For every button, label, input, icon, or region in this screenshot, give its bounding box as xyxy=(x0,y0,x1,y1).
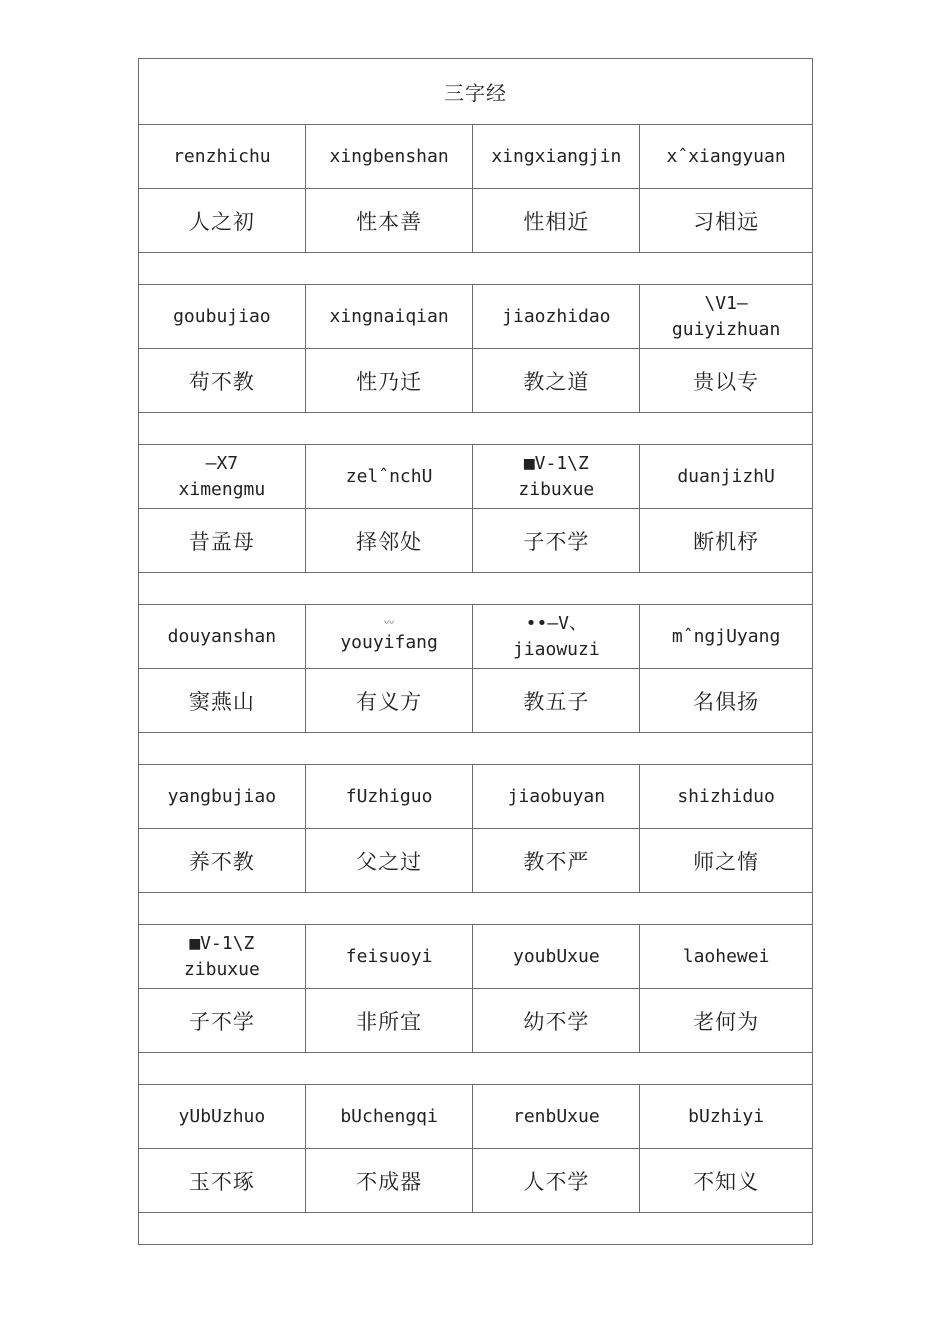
hanzi-cell: 人不学 xyxy=(473,1149,640,1213)
spacer-row xyxy=(139,1213,813,1245)
pinyin-text: zibuxue xyxy=(518,478,595,500)
pinyin-text: youbUxue xyxy=(512,945,600,967)
spacer-cell xyxy=(139,1213,813,1245)
hanzi-cell: 教之道 xyxy=(473,349,640,413)
pinyin-tone-mark: \V1— xyxy=(704,292,748,314)
pinyin-cell xyxy=(305,605,473,669)
pinyin-cell xyxy=(473,445,640,509)
pinyin-cell xyxy=(305,765,473,829)
spacer-cell xyxy=(139,733,813,765)
pinyin-cell xyxy=(139,605,306,669)
pinyin-cell xyxy=(305,1085,473,1149)
pinyin-text: laohewei xyxy=(682,945,770,967)
spacer-row xyxy=(139,1053,813,1085)
hanzi-row xyxy=(139,509,813,573)
spacer-row xyxy=(139,733,813,765)
hanzi-row xyxy=(139,189,813,253)
pinyin-cell xyxy=(640,765,813,829)
hanzi-cell: 贵以专 xyxy=(640,349,813,413)
pinyin-row xyxy=(139,1085,813,1149)
pinyin-text: renzhichu xyxy=(173,145,271,167)
hanzi-cell: 师之惰 xyxy=(640,829,813,893)
hanzi-cell: 非所宜 xyxy=(305,989,473,1053)
pinyin-text: feisuoyi xyxy=(345,945,433,967)
pinyin-text: mˆngjUyang xyxy=(671,625,781,647)
pinyin-text: xingnaiqian xyxy=(329,305,449,327)
spacer-cell xyxy=(139,573,813,605)
pinyin-cell xyxy=(139,1085,306,1149)
spacer-row xyxy=(139,893,813,925)
pinyin-text: jiaobuyan xyxy=(507,785,606,807)
hanzi-cell: 玉不琢 xyxy=(139,1149,306,1213)
pinyin-cell xyxy=(473,765,640,829)
pinyin-row xyxy=(139,285,813,349)
spacer-cell xyxy=(139,253,813,285)
pinyin-cell xyxy=(305,125,473,189)
pinyin-cell xyxy=(139,925,306,989)
pinyin-cell xyxy=(473,925,640,989)
pinyin-tone-mark: 〰 xyxy=(384,617,395,629)
pinyin-cell xyxy=(640,605,813,669)
pinyin-text: xingxiangjin xyxy=(491,145,622,167)
pinyin-row xyxy=(139,925,813,989)
pinyin-tone-mark: —X7 xyxy=(205,452,239,474)
spacer-cell xyxy=(139,1053,813,1085)
pinyin-cell xyxy=(473,1085,640,1149)
pinyin-cell xyxy=(640,925,813,989)
pinyin-text: jiaozhidao xyxy=(502,305,611,327)
hanzi-cell: 子不学 xyxy=(139,989,306,1053)
pinyin-row xyxy=(139,765,813,829)
pinyin-text: bUchengqi xyxy=(340,1105,438,1127)
hanzi-cell: 断机杼 xyxy=(640,509,813,573)
hanzi-cell: 养不教 xyxy=(139,829,306,893)
hanzi-cell: 不知义 xyxy=(640,1149,813,1213)
hanzi-cell: 人之初 xyxy=(139,189,306,253)
pinyin-text: douyanshan xyxy=(167,625,277,647)
spacer-cell xyxy=(139,413,813,445)
hanzi-cell: 择邻处 xyxy=(305,509,473,573)
hanzi-cell: 名俱扬 xyxy=(640,669,813,733)
pinyin-cell xyxy=(139,445,306,509)
pinyin-cell xyxy=(473,605,640,669)
pinyin-text: shizhiduo xyxy=(677,785,775,807)
hanzi-row xyxy=(139,989,813,1053)
pinyin-cell xyxy=(473,125,640,189)
hanzi-cell: 教五子 xyxy=(473,669,640,733)
pinyin-cell xyxy=(305,445,473,509)
pinyin-cell xyxy=(640,125,813,189)
pinyin-text: yangbujiao xyxy=(167,785,277,807)
pinyin-cell xyxy=(139,285,306,349)
hanzi-cell: 子不学 xyxy=(473,509,640,573)
hanzi-cell: 窦燕山 xyxy=(139,669,306,733)
pinyin-text: xingbenshan xyxy=(329,145,449,167)
pinyin-row xyxy=(139,125,813,189)
pinyin-cell xyxy=(473,285,640,349)
pinyin-row xyxy=(139,605,813,669)
spacer-cell xyxy=(139,893,813,925)
pinyin-text: duanjizhU xyxy=(677,465,775,487)
pinyin-text: zibuxue xyxy=(183,958,260,980)
hanzi-row xyxy=(139,1149,813,1213)
pinyin-text: yUbUzhuo xyxy=(178,1105,266,1127)
pinyin-text: bUzhiyi xyxy=(688,1105,765,1127)
pinyin-text: zelˆnchU xyxy=(345,465,433,487)
spacer-row xyxy=(139,413,813,445)
pinyin-text: jiaowuzi xyxy=(512,638,600,660)
pinyin-cell xyxy=(640,285,813,349)
pinyin-cell xyxy=(640,445,813,509)
pinyin-tone-mark: ••—V、 xyxy=(525,612,588,634)
pinyin-tone-mark: ■V-1\Z xyxy=(189,932,255,954)
hanzi-row xyxy=(139,349,813,413)
pinyin-text: ximengmu xyxy=(178,478,266,500)
pinyin-tone-mark: ■V-1\Z xyxy=(523,452,589,474)
hanzi-cell: 老何为 xyxy=(640,989,813,1053)
pinyin-row xyxy=(139,445,813,509)
pinyin-cell xyxy=(640,1085,813,1149)
hanzi-cell: 习相远 xyxy=(640,189,813,253)
hanzi-cell: 不成器 xyxy=(305,1149,473,1213)
hanzi-cell: 教不严 xyxy=(473,829,640,893)
hanzi-cell: 幼不学 xyxy=(473,989,640,1053)
pinyin-cell xyxy=(139,125,306,189)
hanzi-cell: 有义方 xyxy=(305,669,473,733)
document-title: 三字经 xyxy=(139,59,813,125)
hanzi-cell: 父之过 xyxy=(305,829,473,893)
pinyin-cell xyxy=(305,285,473,349)
pinyin-cell xyxy=(305,925,473,989)
pinyin-cell xyxy=(139,765,306,829)
hanzi-cell: 性本善 xyxy=(305,189,473,253)
hanzi-cell: 苟不教 xyxy=(139,349,306,413)
hanzi-row xyxy=(139,669,813,733)
hanzi-cell: 性相近 xyxy=(473,189,640,253)
hanzi-cell: 性乃迁 xyxy=(305,349,473,413)
title-row xyxy=(139,59,813,125)
pinyin-text: guiyizhuan xyxy=(671,318,781,340)
pinyin-text: renbUxue xyxy=(512,1105,600,1127)
pinyin-text: xˆxiangyuan xyxy=(666,145,786,167)
spacer-row xyxy=(139,253,813,285)
hanzi-row xyxy=(139,829,813,893)
pinyin-text: goubujiao xyxy=(173,305,271,327)
spacer-row xyxy=(139,573,813,605)
sanzijing-table xyxy=(138,58,813,1245)
pinyin-text: fUzhiguo xyxy=(345,785,433,807)
table-body xyxy=(139,59,813,1245)
pinyin-text: youyifang xyxy=(340,631,438,653)
hanzi-cell: 昔孟母 xyxy=(139,509,306,573)
